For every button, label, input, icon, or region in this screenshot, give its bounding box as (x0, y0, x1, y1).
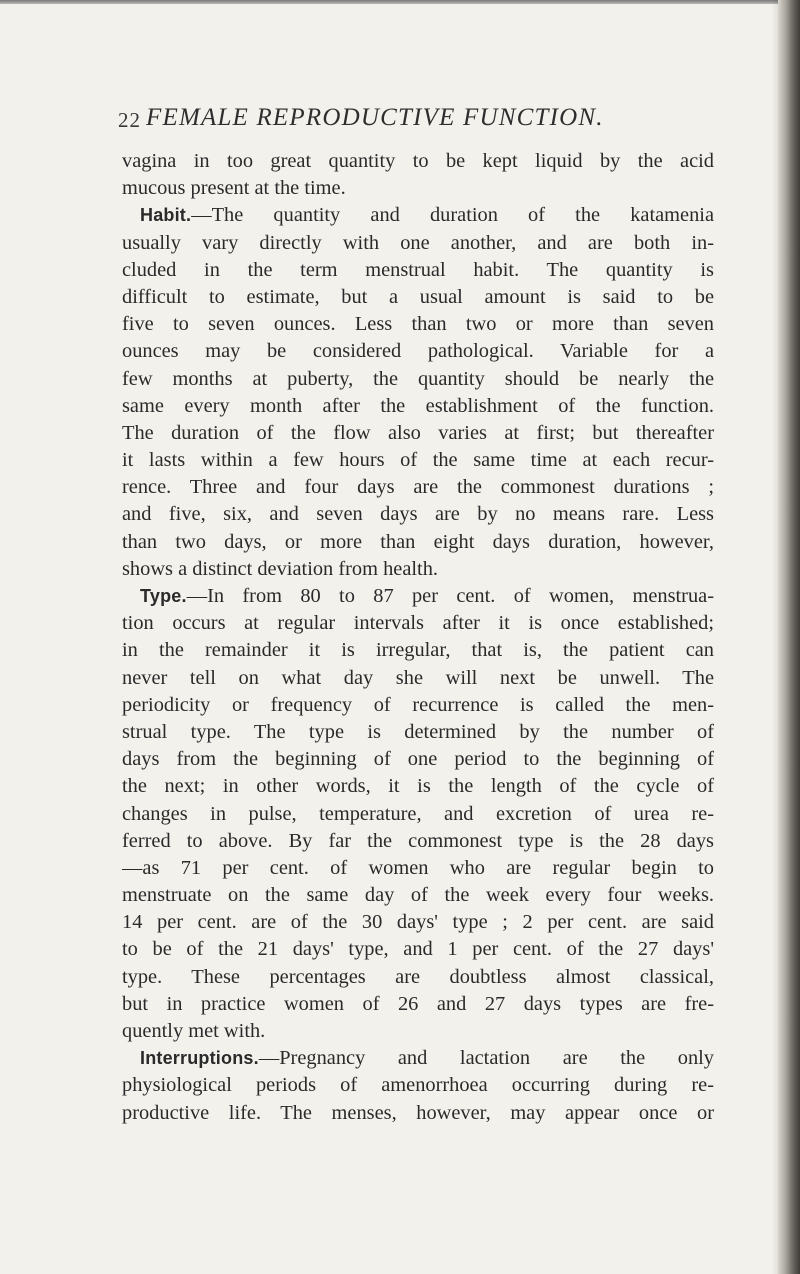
text-line: 14 per cent. are of the 30 days' type ; 2 per cent. are said (122, 911, 714, 934)
text-line: ferred to above. By far the commonest type is the 28 days (122, 829, 714, 852)
text-line: and five, six, and seven days are by no means rare. Less (122, 503, 714, 526)
page-top-shadow (0, 0, 790, 4)
text-line: difficult to estimate, but a usual amount is said to be (122, 285, 714, 308)
text-line: cluded in the term menstrual habit. The quantity is (122, 258, 714, 281)
text-line: than two days, or more than eight days duration, however, (122, 530, 714, 553)
text-line: physiological periods of amenorrhoea occurring during re- (122, 1074, 714, 1097)
text-line: periodicity or frequency of recurrence is called the men- (122, 693, 714, 716)
text-line: it lasts within a few hours of the same time at each recur- (122, 449, 714, 472)
text-line: —In from 80 to 87 per cent. of women, menstrua- (186, 585, 714, 607)
text-line: menstruate on the same day of the week every four weeks. (122, 884, 714, 907)
page-header (118, 104, 714, 138)
text-line: the next; in other words, it is the length of the cycle of (122, 775, 714, 798)
section-heading-type: Type. (140, 586, 187, 606)
text-line: quently met with. (122, 1020, 266, 1042)
text-line: strual type. The type is determined by the number of (122, 720, 714, 743)
text-line: type. These percentages are doubtless almost classical, (122, 965, 714, 988)
text-line: never tell on what day she will next be unwell. The (122, 666, 714, 689)
text-line: few months at puberty, the quantity should be nearly the (122, 367, 714, 390)
text-line: tion occurs at regular intervals after it is once established; (122, 612, 714, 635)
paragraph-interruptions (122, 1045, 714, 1072)
text-line: vagina in too great quantity to be kept liquid by the acid (122, 150, 714, 172)
page-number: 22 (118, 108, 141, 132)
text-line: mucous present at the time. (122, 177, 346, 200)
text-line: —The quantity and duration of the katamenia (191, 204, 714, 227)
book-page (118, 104, 714, 1127)
text-line: ounces may be considered pathological. Variable for a (122, 340, 714, 363)
page-edge-shadow (778, 0, 800, 1274)
text-line: usually vary directly with one another, and are both in- (122, 231, 714, 254)
text-line: rence. Three and four days are the commonest durations ; (122, 476, 714, 499)
paragraph-type (122, 583, 714, 610)
text-line: to be of the 21 days' type, and 1 per cent. of the 27 days' (122, 938, 714, 961)
text-line: but in practice women of 26 and 27 days types are fre- (122, 992, 714, 1015)
text-line: The duration of the flow also varies at first; but thereafter (122, 421, 714, 444)
section-heading-habit: Habit. (140, 205, 192, 226)
text-line: same every month after the establishment of the function. (122, 394, 714, 417)
text-line: five to seven ounces. Less than two or more than seven (122, 313, 714, 336)
running-head: FEMALE REPRODUCTIVE FUNCTION. (146, 104, 604, 131)
text-line: productive life. The menses, however, may appear once or (122, 1101, 714, 1124)
section-heading-interruptions: Interruptions. (140, 1048, 259, 1069)
text-line: days from the beginning of one period to the beginning of (122, 748, 714, 771)
text-line: —Pregnancy and lactation are the only (258, 1047, 714, 1070)
body-text (122, 148, 714, 1127)
text-line: in the remainder it is irregular, that is, the patient can (122, 639, 714, 662)
paragraph-habit (122, 202, 714, 229)
text-line: —as 71 per cent. of women who are regular begin to (122, 856, 714, 879)
text-line: shows a distinct deviation from health. (122, 557, 438, 580)
text-line: changes in pulse, temperature, and excretion of urea re- (122, 802, 714, 825)
